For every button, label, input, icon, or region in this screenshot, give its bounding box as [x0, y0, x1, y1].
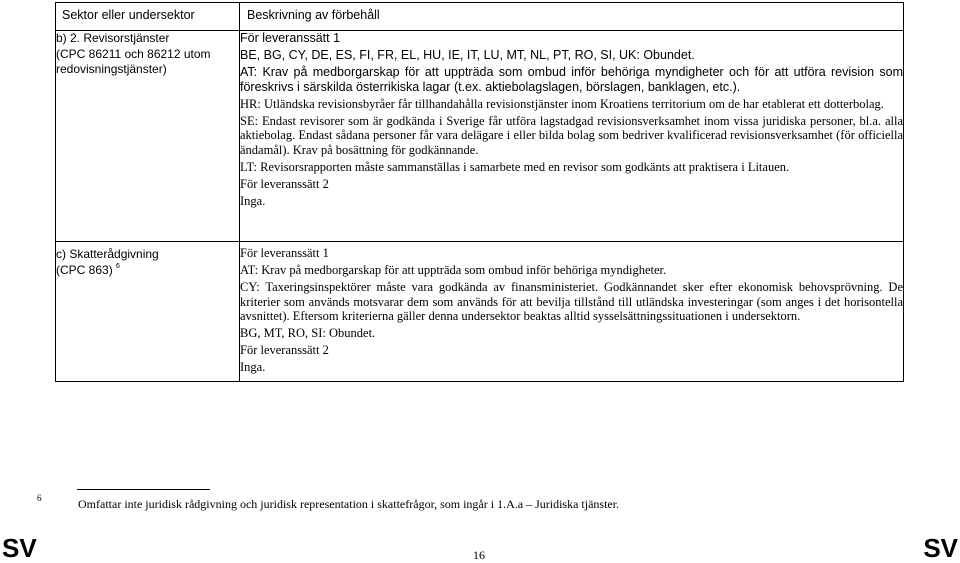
footnote-separator: [77, 489, 210, 490]
table-row: [56, 242, 904, 382]
sector-line: (CPC 86211 och 86212 utom: [56, 46, 211, 61]
sector-line: redovisningstjänster): [56, 62, 167, 76]
reservations-table: [55, 2, 904, 382]
sector-cell: [56, 242, 240, 382]
reservation-text: CY: Taxeringsinspektörer måste vara godkända av finansministeriet. Godkännandet sker efter ekonomisk behovsprövning. De kriterier som används motsvarar dem som används för att bevilja tillstånd till utländska investeringar (som anges i det horisontella avsnittet). Eftersom kriterierna gäller denna undersektor beaktas alltid sysselsättningssituationen i undersektorn.: [240, 280, 903, 323]
mode-heading: För leveranssätt 2: [240, 343, 329, 357]
reservation-text: LT: Revisorsrapporten måste sammanställas i samarbete med en revisor som godkänts att praktisera i Litauen.: [240, 159, 790, 174]
language-code-left: SV: [2, 533, 37, 563]
footnote-text: Omfattar inte juridisk rådgivning och juridisk representation i skattefrågor, som ingår i 1.A.a – Juridiska tjänster.: [78, 497, 620, 511]
description-cell: [240, 242, 904, 382]
table-header-row: [56, 3, 904, 31]
sector-line: b) 2. Revisorstjänster: [56, 31, 170, 45]
mode-heading: För leveranssätt 2: [240, 176, 329, 191]
footnote-ref: 6: [116, 262, 120, 270]
reservation-text: BE, BG, CY, DE, ES, FI, FR, EL, HU, IE, IT, LU, MT, NL, PT, RO, SI, UK: Obundet.: [240, 48, 695, 62]
header-sector: Sektor eller undersektor: [56, 3, 240, 31]
description-cell: [240, 31, 904, 242]
mode-heading: För leveranssätt 1: [240, 31, 341, 45]
table-row: [56, 31, 904, 242]
sector-line: [56, 263, 239, 279]
page-number: 16: [473, 548, 485, 562]
mode-heading: För leveranssätt 1: [240, 246, 329, 260]
reservation-text: AT: Krav på medborgarskap för att uppträda som ombud inför behöriga myndigheter och för att utföra revision som föreskrivs i särskilda österrikiska lagar (t.ex. aktiebolagslagen, börslagen, banklagen, etc.).: [240, 65, 903, 94]
reservation-text: SE: Endast revisorer som är godkända i Sverige får utföra lagstadgad revisionsverksamhet inom vissa juridiska personer, bl.a. alla aktiebolag. Endast sådana personer får vara delägare i eller bilda bolag som bedriver kvalificerad revisionsverksamhet (för officiella ändamål). Krav på bosättning för godkännande.: [240, 113, 903, 157]
reservation-text: Inga.: [240, 193, 266, 208]
reservation-text: Inga.: [240, 360, 266, 374]
reservation-text: AT: Krav på medborgarskap för att uppträda som ombud inför behöriga myndigheter.: [240, 263, 667, 277]
sector-cell: [56, 31, 240, 242]
language-code-right: SV: [923, 533, 958, 563]
sector-line: c) Skatterådgivning: [56, 247, 159, 261]
reservation-text: BG, MT, RO, SI: Obundet.: [240, 326, 376, 340]
sector-code: (CPC 863): [56, 262, 113, 277]
reservation-text: HR: Utländska revisionsbyråer får tillhandahålla revisionstjänster inom Kroatiens territorium om de har etablerat ett dotterbolag.: [240, 96, 884, 111]
header-description: Beskrivning av förbehåll: [240, 3, 904, 31]
footnote-number: 6: [37, 493, 42, 503]
